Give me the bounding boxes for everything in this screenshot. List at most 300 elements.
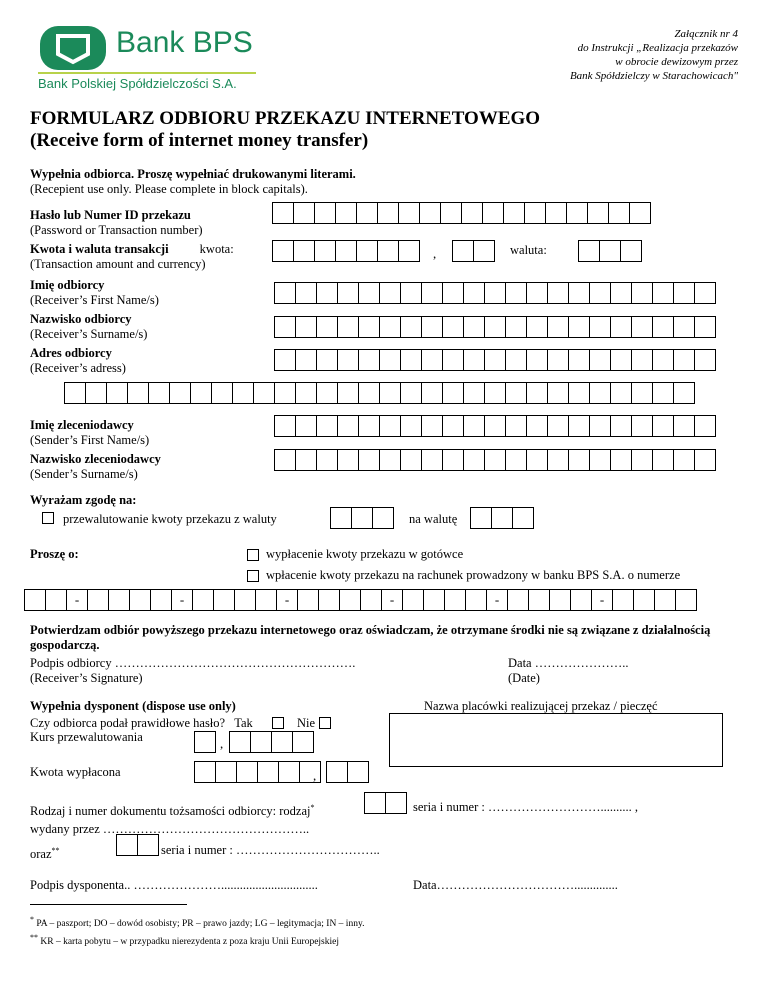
char-box[interactable] — [491, 507, 513, 529]
conversion-checkbox[interactable] — [42, 512, 54, 524]
char-box[interactable] — [505, 382, 527, 404]
char-box[interactable] — [526, 382, 548, 404]
receiver-date-sub: (Date) — [508, 671, 540, 685]
char-box[interactable] — [589, 382, 611, 404]
attachment-line: w obrocie dewizowym przez — [615, 56, 738, 68]
receiver-date-label: Data ………………….. — [508, 656, 629, 670]
char-box[interactable] — [442, 349, 464, 371]
char-box[interactable] — [694, 316, 716, 338]
yes-label: Tak — [234, 716, 253, 730]
char-box[interactable] — [316, 282, 338, 304]
account-dash[interactable]: - — [381, 589, 403, 611]
char-box[interactable] — [274, 316, 296, 338]
char-box[interactable] — [470, 507, 492, 529]
char-box[interactable] — [452, 240, 474, 262]
char-box[interactable] — [568, 415, 590, 437]
account-number-boxes[interactable] — [24, 589, 697, 611]
disposer-heading: Wypełnia dysponent (dispose use only) — [30, 699, 236, 713]
char-box[interactable] — [599, 240, 621, 262]
currency-label: waluta: — [510, 243, 547, 257]
char-box[interactable] — [316, 316, 338, 338]
no-checkbox[interactable] — [319, 717, 331, 729]
char-box[interactable] — [547, 316, 569, 338]
char-box[interactable] — [610, 382, 632, 404]
char-box[interactable] — [400, 349, 422, 371]
char-box[interactable] — [526, 415, 548, 437]
char-box[interactable] — [271, 731, 293, 753]
char-box[interactable] — [528, 589, 550, 611]
footnote1-mark: * — [30, 915, 34, 924]
char-box[interactable] — [444, 589, 466, 611]
receiver-address-boxes-1[interactable] — [274, 349, 716, 371]
issued-label: wydany przez ………………………………………….. — [30, 822, 310, 836]
char-box[interactable] — [589, 316, 611, 338]
char-box[interactable] — [694, 349, 716, 371]
char-box[interactable] — [297, 589, 319, 611]
char-box[interactable] — [356, 240, 378, 262]
char-box[interactable] — [568, 282, 590, 304]
char-box[interactable] — [255, 589, 277, 611]
second-doc-boxes[interactable] — [116, 834, 159, 856]
char-box[interactable] — [442, 382, 464, 404]
char-box[interactable] — [194, 731, 216, 753]
account-dash[interactable]: - — [591, 589, 613, 611]
char-box[interactable] — [194, 761, 216, 783]
char-box[interactable] — [400, 415, 422, 437]
char-box[interactable] — [631, 282, 653, 304]
char-box[interactable] — [295, 449, 317, 471]
char-box[interactable] — [612, 589, 634, 611]
paid-int-boxes[interactable] — [194, 761, 321, 783]
char-box[interactable] — [236, 761, 258, 783]
receiver-signature — [30, 656, 355, 686]
char-box[interactable] — [400, 316, 422, 338]
char-box[interactable] — [337, 349, 359, 371]
char-box[interactable] — [568, 349, 590, 371]
char-box[interactable] — [293, 202, 315, 224]
char-box[interactable] — [211, 382, 233, 404]
char-box[interactable] — [568, 316, 590, 338]
char-box[interactable] — [400, 382, 422, 404]
char-box[interactable] — [129, 589, 151, 611]
char-box[interactable] — [463, 349, 485, 371]
char-box[interactable] — [512, 507, 534, 529]
char-box[interactable] — [358, 282, 380, 304]
attachment-line: Załącznik nr 4 — [674, 28, 738, 40]
char-box[interactable] — [316, 349, 338, 371]
intro-bold: Wypełnia odbiorca. Proszę wypełniać drukowanymi literami. — [30, 167, 356, 181]
char-box[interactable] — [358, 382, 380, 404]
char-box[interactable] — [87, 589, 109, 611]
char-box[interactable] — [316, 382, 338, 404]
char-box[interactable] — [587, 202, 609, 224]
account-dash[interactable]: - — [486, 589, 508, 611]
char-box[interactable] — [547, 415, 569, 437]
char-box[interactable] — [116, 834, 138, 856]
receiver-date — [508, 656, 628, 686]
char-box[interactable] — [253, 382, 275, 404]
char-box[interactable] — [484, 316, 506, 338]
char-box[interactable] — [631, 415, 653, 437]
char-box[interactable] — [364, 792, 386, 814]
char-box[interactable] — [652, 349, 674, 371]
char-box[interactable] — [547, 382, 569, 404]
char-box[interactable] — [360, 589, 382, 611]
password-label-text: Hasło lub Numer ID przekazu — [30, 208, 191, 222]
oraz-text: oraz — [30, 847, 52, 862]
char-box[interactable] — [335, 202, 357, 224]
char-box[interactable] — [314, 202, 336, 224]
char-box[interactable] — [379, 316, 401, 338]
char-box[interactable] — [465, 589, 487, 611]
char-box[interactable] — [274, 282, 296, 304]
char-box[interactable] — [568, 449, 590, 471]
char-box[interactable] — [295, 415, 317, 437]
account-checkbox[interactable] — [247, 570, 259, 582]
char-box[interactable] — [295, 349, 317, 371]
char-box[interactable] — [526, 282, 548, 304]
char-box[interactable] — [440, 202, 462, 224]
char-box[interactable] — [398, 202, 420, 224]
char-box[interactable] — [633, 589, 655, 611]
char-box[interactable] — [547, 449, 569, 471]
password-label — [30, 208, 203, 238]
sender-first-boxes[interactable] — [274, 415, 716, 437]
char-box[interactable] — [379, 449, 401, 471]
char-box[interactable] — [547, 282, 569, 304]
char-box[interactable] — [675, 589, 697, 611]
receiver-first-label-sub: (Receiver’s First Name/s) — [30, 293, 159, 307]
char-box[interactable] — [213, 589, 235, 611]
char-box[interactable] — [482, 202, 504, 224]
char-box[interactable] — [314, 240, 336, 262]
char-box[interactable] — [108, 589, 130, 611]
char-box[interactable] — [463, 415, 485, 437]
logo-underline — [38, 72, 256, 74]
password-boxes[interactable] — [272, 202, 651, 224]
receiver-surname-boxes[interactable] — [274, 316, 716, 338]
rate-int-boxes[interactable] — [194, 731, 216, 753]
char-box[interactable] — [358, 415, 380, 437]
request-heading: Proszę o: — [30, 547, 79, 561]
char-box[interactable] — [316, 449, 338, 471]
from-currency-boxes[interactable] — [330, 507, 394, 529]
char-box[interactable] — [673, 415, 695, 437]
oraz-stars: ** — [51, 846, 60, 855]
conversion-label: przewalutowanie kwoty przekazu z waluty — [63, 512, 277, 526]
char-box[interactable] — [442, 449, 464, 471]
char-box[interactable] — [347, 761, 369, 783]
footnote2-mark: ** — [30, 933, 38, 943]
amount-label — [30, 242, 234, 272]
char-box[interactable] — [484, 282, 506, 304]
char-box[interactable] — [274, 349, 296, 371]
char-box[interactable] — [337, 382, 359, 404]
char-box[interactable] — [463, 316, 485, 338]
doc-type-label — [30, 800, 315, 819]
char-box[interactable] — [358, 449, 380, 471]
char-box[interactable] — [335, 240, 357, 262]
char-box[interactable] — [652, 449, 674, 471]
char-box[interactable] — [299, 761, 321, 783]
form-title — [30, 108, 540, 152]
char-box[interactable] — [505, 349, 527, 371]
char-box[interactable] — [442, 316, 464, 338]
char-box[interactable] — [652, 382, 674, 404]
char-box[interactable] — [463, 382, 485, 404]
char-box[interactable] — [292, 731, 314, 753]
char-box[interactable] — [398, 240, 420, 262]
char-box[interactable] — [400, 282, 422, 304]
char-box[interactable] — [137, 834, 159, 856]
char-box[interactable] — [421, 316, 443, 338]
char-box[interactable] — [326, 761, 348, 783]
char-box[interactable] — [505, 316, 527, 338]
cash-label: wypłacenie kwoty przekazu w gotówce — [266, 547, 464, 561]
sender-surname-boxes[interactable] — [274, 449, 716, 471]
char-box[interactable] — [631, 316, 653, 338]
char-box[interactable] — [545, 202, 567, 224]
char-box[interactable] — [461, 202, 483, 224]
sender-first-label-text: Imię zleceniodawcy — [30, 418, 134, 432]
char-box[interactable] — [610, 415, 632, 437]
char-box[interactable] — [589, 349, 611, 371]
char-box[interactable] — [337, 282, 359, 304]
char-box[interactable] — [589, 282, 611, 304]
disposer-date: Data…………………………….............. — [413, 878, 618, 892]
char-box[interactable] — [610, 316, 632, 338]
sender-surname-label-sub: (Sender’s Surname/s) — [30, 467, 138, 481]
account-dash[interactable]: - — [276, 589, 298, 611]
char-box[interactable] — [295, 382, 317, 404]
char-box[interactable] — [549, 589, 571, 611]
rate-label: Kurs przewalutowania — [30, 730, 143, 744]
amount-dec-boxes[interactable] — [452, 240, 495, 262]
char-box[interactable] — [442, 415, 464, 437]
char-box[interactable] — [484, 415, 506, 437]
char-box[interactable] — [419, 202, 441, 224]
char-box[interactable] — [484, 382, 506, 404]
char-box[interactable] — [295, 282, 317, 304]
char-box[interactable] — [250, 731, 272, 753]
char-box[interactable] — [610, 449, 632, 471]
char-box[interactable] — [421, 282, 443, 304]
char-box[interactable] — [337, 415, 359, 437]
char-box[interactable] — [148, 382, 170, 404]
char-box[interactable] — [526, 316, 548, 338]
paid-comma: , — [313, 768, 317, 783]
char-box[interactable] — [673, 316, 695, 338]
no-label: Nie — [297, 716, 316, 730]
char-box[interactable] — [473, 240, 495, 262]
rate-comma: , — [220, 736, 224, 751]
char-box[interactable] — [578, 240, 600, 262]
char-box[interactable] — [526, 449, 548, 471]
bank-logo — [38, 24, 258, 90]
char-box[interactable] — [570, 589, 592, 611]
paid-dec-boxes[interactable] — [326, 761, 369, 783]
sender-first-label-sub: (Sender’s First Name/s) — [30, 433, 150, 447]
char-box[interactable] — [421, 382, 443, 404]
char-box[interactable] — [608, 202, 630, 224]
char-box[interactable] — [526, 349, 548, 371]
char-box[interactable] — [694, 415, 716, 437]
char-box[interactable] — [372, 507, 394, 529]
bank-name: Bank BPS — [116, 26, 253, 59]
title-line2: (Receive form of internet money transfer) — [30, 130, 369, 151]
char-box[interactable] — [379, 382, 401, 404]
char-box[interactable] — [505, 282, 527, 304]
branch-stamp-box[interactable] — [389, 713, 723, 767]
char-box[interactable] — [673, 449, 695, 471]
char-box[interactable] — [484, 449, 506, 471]
amount-label-sub: (Transaction amount and currency) — [30, 257, 206, 271]
receiver-surname-label-sub: (Receiver’s Surname/s) — [30, 327, 148, 341]
char-box[interactable] — [566, 202, 588, 224]
char-box[interactable] — [673, 349, 695, 371]
char-box[interactable] — [318, 589, 340, 611]
char-box[interactable] — [379, 282, 401, 304]
rate-dec-boxes[interactable] — [229, 731, 314, 753]
footnote1: PA – paszport; DO – dowód osobisty; PR – prawo jazdy; LG – legitymacja; IN – inny. — [36, 919, 365, 930]
char-box[interactable] — [629, 202, 651, 224]
char-box[interactable] — [423, 589, 445, 611]
char-box[interactable] — [358, 349, 380, 371]
char-box[interactable] — [654, 589, 676, 611]
char-box[interactable] — [377, 240, 399, 262]
char-box[interactable] — [257, 761, 279, 783]
sender-surname-label-text: Nazwisko zleceniodawcy — [30, 452, 161, 466]
char-box[interactable] — [358, 316, 380, 338]
char-box[interactable] — [505, 449, 527, 471]
char-box[interactable] — [337, 449, 359, 471]
char-box[interactable] — [330, 507, 352, 529]
char-box[interactable] — [463, 449, 485, 471]
char-box[interactable] — [547, 349, 569, 371]
char-box[interactable] — [150, 589, 172, 611]
char-box[interactable] — [127, 382, 149, 404]
char-box[interactable] — [503, 202, 525, 224]
char-box[interactable] — [379, 349, 401, 371]
amount-int-boxes[interactable] — [272, 240, 420, 262]
char-box[interactable] — [85, 382, 107, 404]
branch-label: Nazwa placówki realizującej przekaz / pieczęć — [424, 699, 658, 713]
char-box[interactable] — [106, 382, 128, 404]
char-box[interactable] — [610, 282, 632, 304]
char-box[interactable] — [274, 415, 296, 437]
char-box[interactable] — [631, 349, 653, 371]
char-box[interactable] — [421, 349, 443, 371]
char-box[interactable] — [400, 449, 422, 471]
char-box[interactable] — [402, 589, 424, 611]
char-box[interactable] — [589, 415, 611, 437]
char-box[interactable] — [272, 240, 294, 262]
char-box[interactable] — [377, 202, 399, 224]
consent-heading: Wyrażam zgodę na: — [30, 493, 137, 507]
char-box[interactable] — [24, 589, 46, 611]
char-box[interactable] — [610, 349, 632, 371]
char-box[interactable] — [620, 240, 642, 262]
char-box[interactable] — [295, 316, 317, 338]
footnote2: KR – karta pobytu – w przypadku nierezydenta z poza kraju Unii Europejskiej — [40, 937, 340, 948]
char-box[interactable] — [484, 349, 506, 371]
char-box[interactable] — [507, 589, 529, 611]
char-box[interactable] — [442, 282, 464, 304]
char-box[interactable] — [215, 761, 237, 783]
doc-type-boxes[interactable] — [364, 792, 407, 814]
char-box[interactable] — [524, 202, 546, 224]
account-dash[interactable]: - — [171, 589, 193, 611]
char-box[interactable] — [631, 449, 653, 471]
sender-surname-label — [30, 452, 161, 482]
char-box[interactable] — [631, 382, 653, 404]
receiver-surname-label-text: Nazwisko odbiorcy — [30, 312, 132, 326]
char-box[interactable] — [694, 282, 716, 304]
char-box[interactable] — [272, 202, 294, 224]
char-box[interactable] — [316, 415, 338, 437]
char-box[interactable] — [652, 316, 674, 338]
char-box[interactable] — [192, 589, 214, 611]
char-box[interactable] — [652, 282, 674, 304]
receiver-first-label-text: Imię odbiorcy — [30, 278, 105, 292]
receiver-address-boxes-2[interactable] — [64, 382, 695, 404]
char-box[interactable] — [232, 382, 254, 404]
char-box[interactable] — [589, 449, 611, 471]
char-box[interactable] — [274, 382, 296, 404]
char-box[interactable] — [385, 792, 407, 814]
to-currency-label: na walutę — [409, 512, 458, 526]
char-box[interactable] — [421, 415, 443, 437]
char-box[interactable] — [673, 382, 695, 404]
char-box[interactable] — [379, 415, 401, 437]
bank-bps-logo-icon — [38, 24, 108, 72]
currency-boxes[interactable] — [578, 240, 642, 262]
yes-checkbox[interactable] — [272, 717, 284, 729]
intro-normal: (Recepient use only. Please complete in block capitals). — [30, 182, 308, 196]
char-box[interactable] — [64, 382, 86, 404]
char-box[interactable] — [351, 507, 373, 529]
char-box[interactable] — [421, 449, 443, 471]
char-box[interactable] — [652, 415, 674, 437]
char-box[interactable] — [190, 382, 212, 404]
char-box[interactable] — [673, 282, 695, 304]
attachment-line: Bank Spółdzielczy w Starachowicach" — [569, 70, 738, 82]
char-box[interactable] — [356, 202, 378, 224]
char-box[interactable] — [45, 589, 67, 611]
char-box[interactable] — [694, 449, 716, 471]
char-box[interactable] — [337, 316, 359, 338]
footnotes — [30, 913, 364, 949]
char-box[interactable] — [293, 240, 315, 262]
char-box[interactable] — [568, 382, 590, 404]
disposer-sign: Podpis dysponenta.. …………………............................... — [30, 878, 318, 892]
receiver-first-boxes[interactable] — [274, 282, 716, 304]
char-box[interactable] — [505, 415, 527, 437]
confirmation-text: Potwierdzam odbiór powyższego przekazu internetowego oraz oświadczam, że otrzymane środki nie są związane z działalnością gospodarczą. — [30, 623, 711, 652]
char-box[interactable] — [229, 731, 251, 753]
char-box[interactable] — [169, 382, 191, 404]
account-dash[interactable]: - — [66, 589, 88, 611]
attachment-note — [570, 27, 738, 83]
receiver-address-label-text: Adres odbiorcy — [30, 346, 112, 360]
char-box[interactable] — [463, 282, 485, 304]
char-box[interactable] — [234, 589, 256, 611]
char-box[interactable] — [278, 761, 300, 783]
to-currency-boxes[interactable] — [470, 507, 534, 529]
char-box[interactable] — [274, 449, 296, 471]
char-box[interactable] — [339, 589, 361, 611]
cash-checkbox[interactable] — [247, 549, 259, 561]
